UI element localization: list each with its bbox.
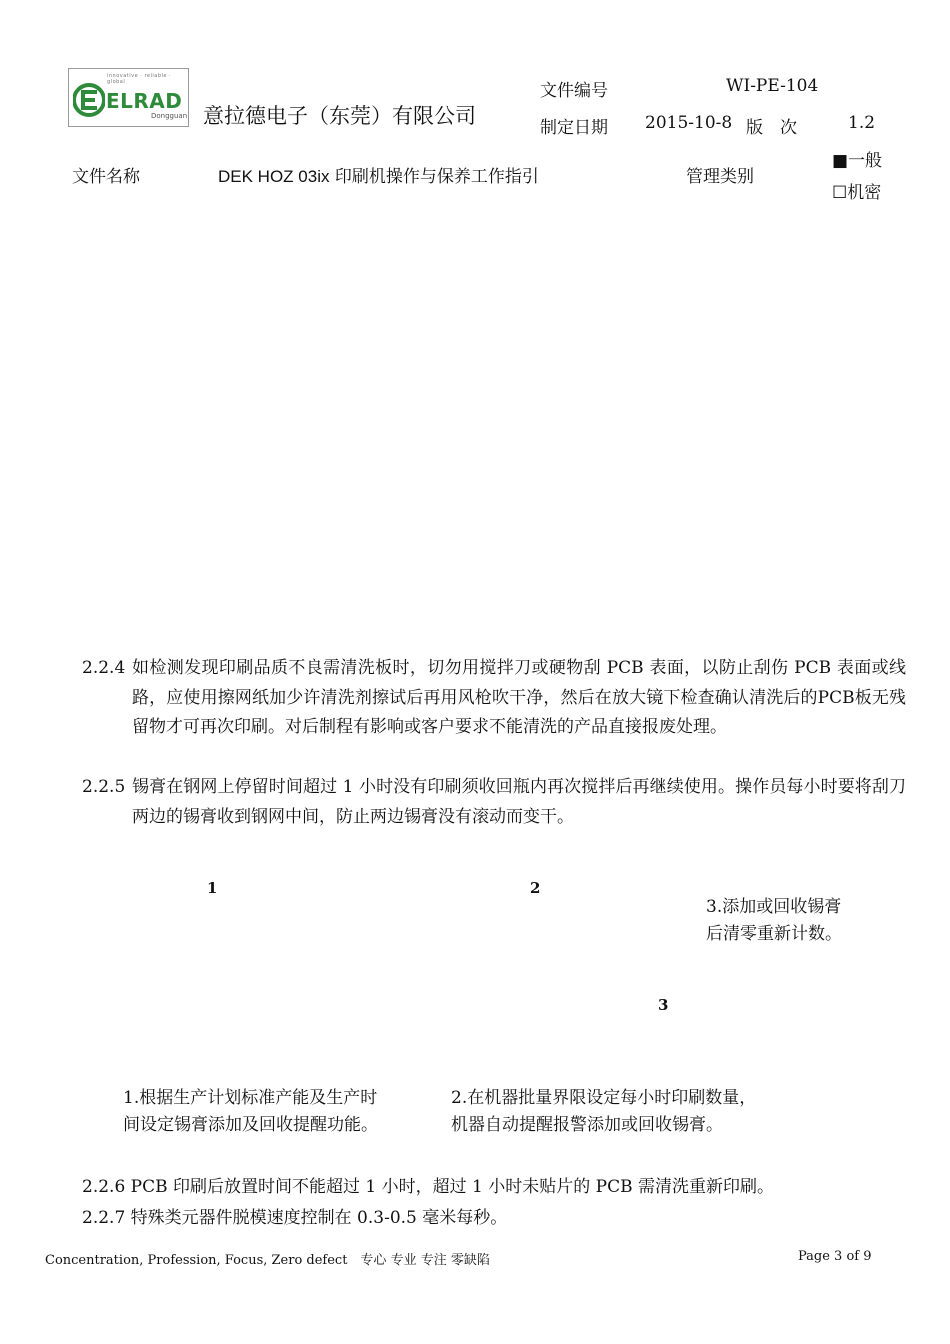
file-name-model: DEK HOZ 03ix: [218, 167, 330, 186]
figure-label-2: 2: [530, 879, 541, 897]
category-label: 管理类别: [686, 167, 754, 187]
logo-wordmark: ELRAD: [106, 89, 183, 113]
doc-number-label: 文件编号: [540, 81, 608, 101]
logo-city: Dongguan: [151, 112, 188, 120]
date-label: 制定日期: [540, 118, 608, 138]
file-name-value: [218, 162, 539, 187]
figure-caption-2: [451, 1085, 756, 1139]
date-value: 2015-10-8: [645, 113, 733, 133]
section-number: 2.2.5: [82, 777, 126, 797]
caption-line: 2.在机器批量界限设定每小时印刷数量，: [451, 1088, 757, 1108]
company-logo: [68, 68, 189, 127]
footer-page-number: Page 3 of 9: [798, 1249, 872, 1264]
version-value: 1.2: [848, 113, 876, 133]
version-label: 版 次: [746, 118, 797, 138]
section-text: 锡膏在钢网上停留时间超过 1 小时没有印刷须收回瓶内再次搅拌后再继续使用。操作员每小时要将刮刀两边的锡膏收到钢网中间，防止两边锡膏没有滚动而变干。: [132, 777, 906, 827]
category-general: ■一般: [832, 151, 883, 171]
section-2-2-7: 2.2.7 特殊类元器件脱模速度控制在 0.3-0.5 毫米每秒。: [82, 1208, 508, 1228]
file-name-title: 印刷机操作与保养工作指引: [329, 167, 539, 187]
figure-caption-1: [123, 1085, 378, 1139]
note-line: 后清零重新计数。: [706, 924, 842, 944]
doc-number-value: WI-PE-104: [726, 76, 819, 96]
figure-label-1: 1: [207, 879, 218, 897]
caption-line: 机器自动提醒报警添加或回收锡膏。: [451, 1115, 723, 1135]
section-2-2-6: 2.2.6 PCB 印刷后放置时间不能超过 1 小时，超过 1 小时未贴片的 PCB 需清洗重新印刷。: [82, 1177, 774, 1197]
logo-tagline: innovative · reliable · global: [107, 73, 172, 85]
logo-e-mark-icon: [73, 79, 105, 121]
caption-line: 1.根据生产计划标准产能及生产时: [123, 1088, 378, 1108]
footer-motto: Concentration, Profession, Focus, Zero defect 专心 专业 专注 零缺陷: [45, 1253, 490, 1268]
company-name: 意拉德电子（东莞）有限公司: [203, 104, 476, 128]
section-text: 如检测发现印刷品质不良需清洗板时，切勿用搅拌刀或硬物刮 PCB 表面，以防止刮伤 PCB 表面或线路，应使用擦网纸加少许清洗剂擦试后再用风枪吹干净，然后在放大镜下检查确认清洗后的PCB板无残留物才可再次印刷。对后制程有影响或客户要求不能清洗的产品直接报废处理。: [132, 658, 906, 737]
caption-line: 间设定锡膏添加及回收提醒功能。: [123, 1115, 378, 1135]
figure-label-3: 3: [658, 996, 669, 1014]
section-number: 2.2.4: [82, 658, 126, 678]
figure-note-3: [706, 894, 842, 948]
note-line: 3.添加或回收锡膏: [706, 897, 842, 917]
file-name-label: 文件名称: [72, 167, 140, 187]
category-secret: ☐机密: [832, 183, 882, 203]
